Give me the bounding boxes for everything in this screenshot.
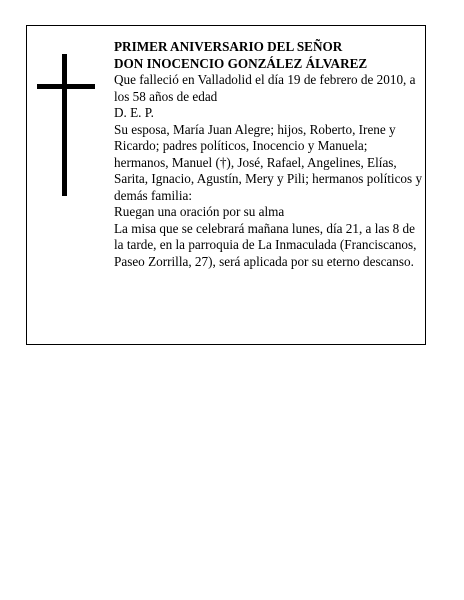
family-list: Su esposa, María Juan Alegre; hijos, Roberto, Irene y Ricardo; padres políticos, Inocencio y Manuela; hermanos, Manuel (†), José, Rafael, Angelines, Elías, Sarita, Ignacio, Agustín, Mery y Pili; hermanos políticos y demás familia: <box>114 121 423 203</box>
notice-text <box>114 39 424 270</box>
notice-title-line-2: DON INOCENCIO GONZÁLEZ ÁLVAREZ <box>114 55 368 71</box>
notice-title-line-1: PRIMER ANIVERSARIO DEL SEÑOR <box>114 39 343 54</box>
latin-cross-icon <box>37 54 95 196</box>
obituary-notice <box>26 25 426 345</box>
cross-vertical-bar <box>62 54 67 196</box>
death-info: Que falleció en Valladolid el día 19 de febrero de 2010, a los 58 años de edad <box>114 72 416 104</box>
cross-horizontal-bar <box>37 84 95 89</box>
rip-text: D. E. P. <box>114 105 154 120</box>
prayer-request: Ruegan una oración por su alma <box>114 204 285 219</box>
mass-info: La misa que se celebrará mañana lunes, día 21, a las 8 de la tarde, en la parroquia de La Inmaculada (Franciscanos, Paseo Zorrilla, 27), será aplicada por su eterno descanso. <box>114 220 417 269</box>
